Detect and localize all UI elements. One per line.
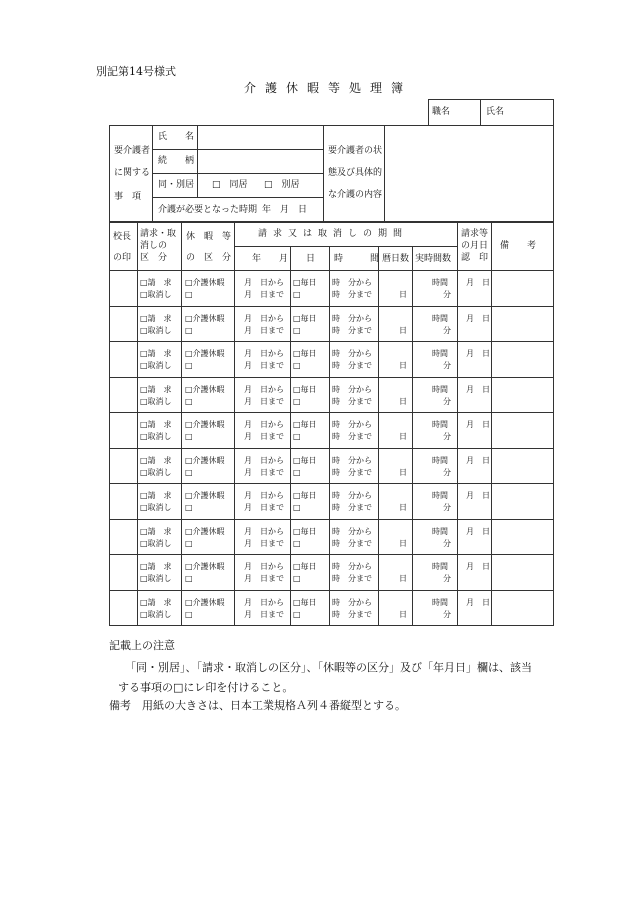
request-date: 月 日 [466, 455, 490, 465]
daily-checkbox[interactable]: □毎日 [293, 349, 317, 358]
hour-unit: 時間 [432, 526, 448, 536]
other-leave-checkbox[interactable]: □ [185, 503, 193, 512]
minute-unit: 分 [443, 432, 451, 441]
principal-seal-label-1: 校長 [113, 232, 132, 242]
date-to: 月 日まで [244, 609, 284, 619]
time-from: 時 分から [332, 597, 372, 607]
time-checkbox[interactable]: □ [293, 503, 301, 512]
daily-checkbox[interactable]: □毎日 [293, 420, 317, 429]
request-date-label-1: 請求等 [461, 229, 489, 239]
other-leave-checkbox[interactable]: □ [185, 396, 193, 406]
condition-label-3: な介護の内容 [328, 190, 383, 200]
minute-unit: 分 [443, 396, 451, 406]
request-checkbox[interactable]: □請 求 [140, 349, 172, 358]
condition-label-1: 要介護者の状 [328, 146, 383, 156]
hour-unit: 時間 [432, 278, 448, 287]
request-cancel-label-3: 区 分 [140, 253, 168, 263]
other-leave-checkbox[interactable]: □ [185, 609, 193, 619]
time-to: 時 分まで [332, 396, 372, 406]
table-row [109, 412, 553, 448]
time-from: 時 分から [332, 278, 372, 287]
time-checkbox[interactable]: □ [293, 467, 301, 477]
calendar-days-unit: 日 [399, 538, 407, 548]
minute-unit: 分 [443, 538, 451, 548]
other-leave-checkbox[interactable]: □ [185, 290, 193, 299]
cancel-checkbox[interactable]: □取消し [140, 503, 172, 512]
care-subject-label-3: 事 項 [114, 192, 142, 202]
separate-checkbox[interactable]: □ 別居 [264, 180, 300, 190]
date-from: 月 日から [244, 526, 284, 536]
date-from: 月 日から [244, 491, 284, 500]
time-to: 時 分まで [332, 467, 372, 477]
time-to: 時 分まで [332, 503, 372, 512]
request-date-label-2: の月日 [461, 241, 489, 251]
care-subject-label-2: に関する [114, 168, 151, 178]
time-to: 時 分まで [332, 574, 372, 583]
minute-unit: 分 [443, 325, 451, 335]
time-to: 時 分まで [332, 290, 372, 299]
daily-checkbox[interactable]: □毎日 [293, 562, 317, 571]
calendar-days-unit: 日 [399, 609, 407, 619]
other-leave-checkbox[interactable]: □ [185, 432, 193, 441]
calendar-days-unit: 日 [399, 467, 407, 477]
request-date-label-3: 認 印 [461, 253, 489, 263]
request-date: 月 日 [466, 278, 490, 287]
cancel-checkbox[interactable]: □取消し [140, 290, 172, 299]
other-leave-checkbox[interactable]: □ [185, 361, 193, 370]
care-leave-checkbox[interactable]: □介護休暇 [185, 491, 225, 500]
cohabitation-label: 同・別居 [158, 180, 195, 190]
hour-unit: 時間 [432, 313, 448, 323]
date-to: 月 日まで [244, 325, 284, 335]
leave-type-label-1: 休 暇 等 [186, 232, 232, 242]
calendar-days-unit: 日 [399, 432, 407, 441]
ymd-header: 年 月 日 [252, 254, 316, 264]
cancel-checkbox[interactable]: □取消し [140, 467, 172, 477]
date-to: 月 日まで [244, 503, 284, 512]
request-checkbox[interactable]: □請 求 [140, 420, 172, 429]
minute-unit: 分 [443, 361, 451, 370]
request-date: 月 日 [466, 384, 490, 394]
date-to: 月 日まで [244, 538, 284, 548]
cancel-checkbox[interactable]: □取消し [140, 325, 172, 335]
hour-unit: 時間 [432, 420, 448, 429]
cohabit-checkbox[interactable]: □ 同居 [212, 180, 248, 190]
date-from: 月 日から [244, 278, 284, 287]
care-leave-checkbox[interactable]: □介護休暇 [185, 384, 225, 394]
cancel-checkbox[interactable]: □取消し [140, 396, 172, 406]
time-from: 時 分から [332, 526, 372, 536]
other-leave-checkbox[interactable]: □ [185, 574, 193, 583]
minute-unit: 分 [443, 574, 451, 583]
cancel-checkbox[interactable]: □取消し [140, 609, 172, 619]
care-start-date: 年 月 日 [262, 205, 308, 215]
daily-checkbox[interactable]: □毎日 [293, 313, 317, 323]
daily-checkbox[interactable]: □毎日 [293, 526, 317, 536]
form-title: 介護休暇等処理簿 [244, 81, 413, 95]
table-row [109, 270, 553, 306]
table-row [109, 448, 553, 484]
care-start-label: 介護が必要となった時期 [158, 205, 258, 215]
leave-type-label-2: の 区 分 [186, 253, 232, 263]
calendar-days-unit: 日 [399, 503, 407, 512]
time-checkbox[interactable]: □ [293, 609, 301, 619]
request-checkbox[interactable]: □請 求 [140, 455, 172, 465]
hour-unit: 時間 [432, 597, 448, 607]
time-to: 時 分まで [332, 609, 372, 619]
date-from: 月 日から [244, 562, 284, 571]
condition-label-2: 態及び具体的 [328, 168, 383, 178]
cancel-checkbox[interactable]: □取消し [140, 361, 172, 370]
request-date: 月 日 [466, 491, 490, 500]
time-from: 時 分から [332, 313, 372, 323]
calendar-days-unit: 日 [399, 361, 407, 370]
calendar-days-header: 暦日数 [382, 254, 410, 264]
request-date: 月 日 [466, 420, 490, 429]
date-from: 月 日から [244, 597, 284, 607]
time-to: 時 分まで [332, 325, 372, 335]
cared-person-name-label: 氏 名 [158, 132, 195, 142]
care-leave-checkbox[interactable]: □介護休暇 [185, 597, 225, 607]
hour-unit: 時間 [432, 384, 448, 394]
date-to: 月 日まで [244, 432, 284, 441]
request-checkbox[interactable]: □請 求 [140, 278, 172, 287]
date-from: 月 日から [244, 349, 284, 358]
date-to: 月 日まで [244, 467, 284, 477]
time-checkbox[interactable]: □ [293, 574, 301, 583]
calendar-days-unit: 日 [399, 574, 407, 583]
minute-unit: 分 [443, 609, 451, 619]
time-checkbox[interactable]: □ [293, 325, 301, 335]
request-date: 月 日 [466, 562, 490, 571]
time-checkbox[interactable]: □ [293, 538, 301, 548]
care-leave-checkbox[interactable]: □介護休暇 [185, 313, 225, 323]
actual-hours-header: 実時間数 [415, 254, 452, 264]
table-row [109, 590, 553, 626]
date-from: 月 日から [244, 420, 284, 429]
request-checkbox[interactable]: □請 求 [140, 313, 172, 323]
table-row [109, 341, 553, 377]
time-to: 時 分まで [332, 432, 372, 441]
calendar-days-unit: 日 [399, 396, 407, 406]
care-leave-checkbox[interactable]: □介護休暇 [185, 526, 225, 536]
daily-checkbox[interactable]: □毎日 [293, 455, 317, 465]
time-from: 時 分から [332, 562, 372, 571]
position-label: 職名 [432, 107, 451, 117]
time-from: 時 分から [332, 420, 372, 429]
minute-unit: 分 [443, 467, 451, 477]
care-leave-checkbox[interactable]: □介護休暇 [185, 455, 225, 465]
calendar-days-unit: 日 [399, 290, 407, 299]
hour-unit: 時間 [432, 455, 448, 465]
care-leave-checkbox[interactable]: □介護休暇 [185, 278, 225, 287]
table-row [109, 483, 553, 519]
date-from: 月 日から [244, 384, 284, 394]
table-row [109, 306, 553, 342]
other-leave-checkbox[interactable]: □ [185, 467, 193, 477]
request-date: 月 日 [466, 597, 490, 607]
cancel-checkbox[interactable]: □取消し [140, 538, 172, 548]
other-leave-checkbox[interactable]: □ [185, 538, 193, 548]
daily-checkbox[interactable]: □毎日 [293, 491, 317, 500]
date-to: 月 日まで [244, 290, 284, 299]
date-to: 月 日まで [244, 574, 284, 583]
request-checkbox[interactable]: □請 求 [140, 491, 172, 500]
calendar-days-unit: 日 [399, 325, 407, 335]
request-checkbox[interactable]: □請 求 [140, 562, 172, 571]
time-from: 時 分から [332, 491, 372, 500]
hour-unit: 時間 [432, 491, 448, 500]
time-header: 時 間 [334, 254, 380, 264]
minute-unit: 分 [443, 503, 451, 512]
time-checkbox[interactable]: □ [293, 432, 301, 441]
time-checkbox[interactable]: □ [293, 396, 301, 406]
care-subject-label-1: 要介護者 [114, 146, 151, 156]
name-label: 氏名 [486, 107, 505, 117]
time-to: 時 分まで [332, 361, 372, 370]
time-checkbox[interactable]: □ [293, 361, 301, 370]
hour-unit: 時間 [432, 349, 448, 358]
request-checkbox[interactable]: □請 求 [140, 526, 172, 536]
daily-checkbox[interactable]: □毎日 [293, 597, 317, 607]
minute-unit: 分 [443, 290, 451, 299]
care-leave-checkbox[interactable]: □介護休暇 [185, 562, 225, 571]
notes-heading: 記載上の注意 [109, 639, 175, 652]
request-date: 月 日 [466, 349, 490, 358]
notes-line-2: する事項の□にレ印を付けること。 [118, 681, 294, 694]
remarks-header: 備 考 [500, 241, 537, 251]
hour-unit: 時間 [432, 562, 448, 571]
request-date: 月 日 [466, 526, 490, 536]
table-row [109, 554, 553, 590]
date-to: 月 日まで [244, 396, 284, 406]
date-to: 月 日まで [244, 361, 284, 370]
request-checkbox[interactable]: □請 求 [140, 597, 172, 607]
request-checkbox[interactable]: □請 求 [140, 384, 172, 394]
time-checkbox[interactable]: □ [293, 290, 301, 299]
table-row [109, 519, 553, 555]
other-leave-checkbox[interactable]: □ [185, 325, 193, 335]
principal-seal-label-2: の印 [113, 253, 132, 263]
request-cancel-label-1: 請求・取 [140, 229, 177, 239]
care-leave-checkbox[interactable]: □介護休暇 [185, 349, 225, 358]
paper-size-remark: 備考 用紙の大きさは、日本工業規格Ａ列４番縦型とする。 [109, 699, 406, 712]
form-number: 別記第14号様式 [96, 65, 176, 78]
relationship-label: 続 柄 [158, 156, 195, 166]
request-date: 月 日 [466, 313, 490, 323]
daily-checkbox[interactable]: □毎日 [293, 384, 317, 394]
care-leave-checkbox[interactable]: □介護休暇 [185, 420, 225, 429]
time-from: 時 分から [332, 384, 372, 394]
period-title: 請求又は取消しの期間 [258, 229, 409, 239]
time-from: 時 分から [332, 455, 372, 465]
daily-checkbox[interactable]: □毎日 [293, 278, 317, 287]
cancel-checkbox[interactable]: □取消し [140, 432, 172, 441]
date-from: 月 日から [244, 313, 284, 323]
request-cancel-label-2: 消しの [140, 241, 168, 251]
table-row [109, 377, 553, 413]
time-to: 時 分まで [332, 538, 372, 548]
cancel-checkbox[interactable]: □取消し [140, 574, 172, 583]
notes-line-1: 「同・別居」、「請求・取消しの区分」、「休暇等の区分」及び「年月日」欄は、該当 [125, 661, 532, 674]
date-from: 月 日から [244, 455, 284, 465]
time-from: 時 分から [332, 349, 372, 358]
